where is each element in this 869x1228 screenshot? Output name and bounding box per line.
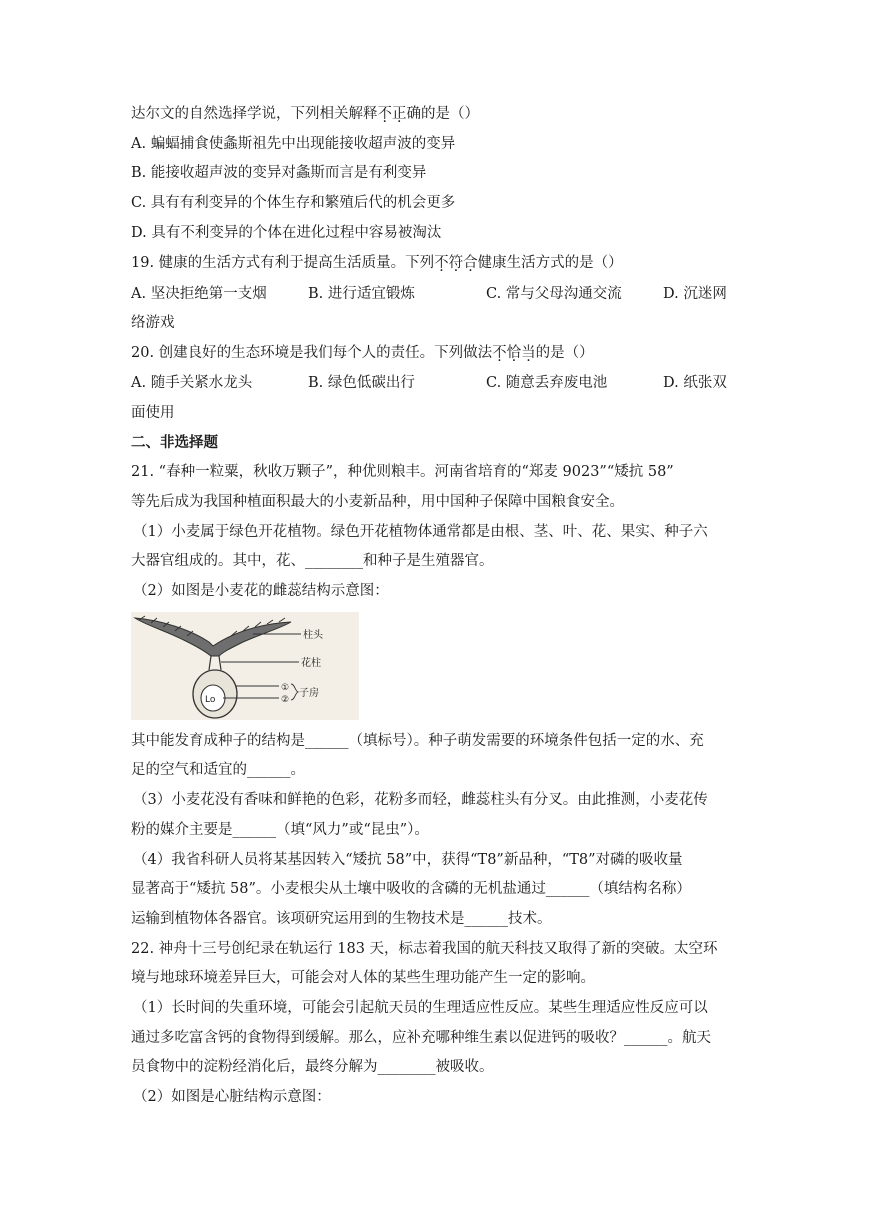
- q18-emphasis-char: 不: [377, 106, 392, 122]
- q21-part3-line: （3）小麦花没有香味和鲜艳的色彩，花粉多而轻，雌蕊柱头有分叉。由此推测，小麦花传: [133, 792, 708, 808]
- q19-stem-text: 健康生活方式的是（）: [477, 255, 623, 271]
- q22-stem-line: 22. 神舟十三号创纪录在轨运行 183 天，标志着我国的航天科技又取得了新的突破。太空环: [131, 941, 718, 957]
- pistil-diagram: [131, 612, 359, 720]
- q21-part4-line: （4）我省科研人员将某基因转入“矮抗 58”中，获得“T8”新品种，“T8”对磷的吸收量: [133, 852, 683, 868]
- q20-emphasis-char: 不: [492, 345, 507, 361]
- label-style: 花柱: [301, 658, 321, 669]
- q19-stem: [131, 253, 623, 273]
- section-heading: 二、非选择题: [131, 435, 218, 451]
- q22-part1-line: 通过多吃富含钙的食物得到缓解。那么，应补充哪种维生素以促进钙的吸收？______。航天: [131, 1030, 711, 1046]
- q20-stem-text: 20. 创建良好的生态环境是我们每个人的责任。下列做法: [131, 345, 493, 361]
- q19-emphasis-char: 符: [448, 255, 464, 271]
- q20-stem-text: 的是（）: [535, 345, 594, 361]
- q20-option-d: D. 纸张双: [663, 375, 727, 391]
- q21-part1-line: （1）小麦属于绿色开花植物。绿色开花植物体通常都是由根、茎、叶、花、果实、种子六: [133, 524, 708, 540]
- q19-option-d-continuation: 络游戏: [131, 315, 175, 331]
- q19-emphasis-char: 合: [463, 255, 478, 271]
- q18-option-c: C. 具有有利变异的个体生存和繁殖后代的机会更多: [131, 195, 456, 211]
- q18-option-b: B. 能接收超声波的变异对螽斯而言是有利变异: [131, 165, 427, 181]
- q19-option-c: C. 常与父母沟通交流: [486, 286, 622, 302]
- q18-option-a: A. 蝙蝠捕食使螽斯祖先中出现能接收超声波的变异: [131, 136, 456, 152]
- q22-part1-line: 员食物中的淀粉经消化后，最终分解为________被吸收。: [131, 1059, 494, 1075]
- q22-part1-line: （1）长时间的失重环境，可能会引起航天员的生理适应性反应。某些生理适应性反应可以: [133, 1000, 708, 1016]
- label-ovary: 子房: [299, 688, 319, 699]
- q19-emphasis-char: 不: [434, 255, 449, 271]
- q20-option-d-continuation: 面使用: [131, 405, 175, 421]
- q18-stem-text: 达尔文的自然选择学说，下列相关解释: [131, 106, 378, 122]
- q19-option-d: D. 沉迷网: [663, 286, 727, 302]
- label-part-2: ②: [281, 695, 290, 705]
- q21-stem-line: 21. “春种一粒粟，秋收万颗子”，种优则粮丰。河南省培育的“郑麦 9023”“矮抗 58”: [131, 464, 674, 480]
- q21-part2-intro: （2）如图是小麦花的雌蕊结构示意图：: [133, 583, 389, 599]
- q21-part2-line: 其中能发育成种子的结构是______（填标号）。种子萌发需要的环境条件包括一定的水、充: [131, 733, 704, 749]
- q20-option-a: A. 随手关紧水龙头: [131, 375, 253, 391]
- q18-emphasis-char: 正: [392, 106, 407, 122]
- q22-stem-line: 境与地球环境差异巨大，可能会对人体的某些生理功能产生一定的影响。: [131, 970, 595, 986]
- q19-option-a: A. 坚决拒绝第一支烟: [131, 286, 267, 302]
- q21-part4-line: 显著高于“矮抗 58”。小麦根尖从土壤中吸收的含磷的无机盐通过______（填结构名称）: [131, 881, 691, 897]
- style-shape: [209, 656, 221, 670]
- q22-part2-intro: （2）如图是心脏结构示意图：: [133, 1089, 331, 1105]
- q20-emphasis-char: 恰: [506, 345, 522, 361]
- label-part-1: ①: [281, 683, 290, 693]
- label-lo: Lo: [205, 695, 216, 705]
- q21-part1-line: 大器官组成的。其中，花、________和种子是生殖器官。: [131, 553, 494, 569]
- q18-option-d: D. 具有不利变异的个体在进化过程中容易被淘汰: [131, 225, 442, 241]
- q19-option-b: B. 进行适宜锻炼: [308, 286, 415, 302]
- q20-option-b: B. 绿色低碳出行: [308, 375, 415, 391]
- q21-stem-line: 等先后成为我国种植面积最大的小麦新品种，用中国种子保障中国粮食安全。: [131, 494, 624, 510]
- q20-stem: [131, 343, 594, 363]
- q20-option-c: C. 随意丢弃废电池: [486, 375, 608, 391]
- q20-emphasis-char: 当: [521, 345, 536, 361]
- ovary-brace: [291, 684, 298, 700]
- pistil-diagram-svg: [131, 612, 359, 720]
- q21-part4-line: 运输到植物体各器官。该项研究运用到的生物技术是______技术。: [131, 911, 552, 927]
- q18-stem: [131, 104, 479, 124]
- q21-part2-line: 足的空气和适宜的______。: [131, 762, 305, 778]
- q18-stem-text: 确的是（）: [406, 106, 479, 122]
- q19-stem-text: 19. 健康的生活方式有利于提高生活质量。下列: [131, 255, 435, 271]
- q21-part3-line: 粉的媒介主要是______（填“风力”或“昆虫”）。: [131, 822, 429, 838]
- label-stigma: 柱头: [303, 630, 323, 641]
